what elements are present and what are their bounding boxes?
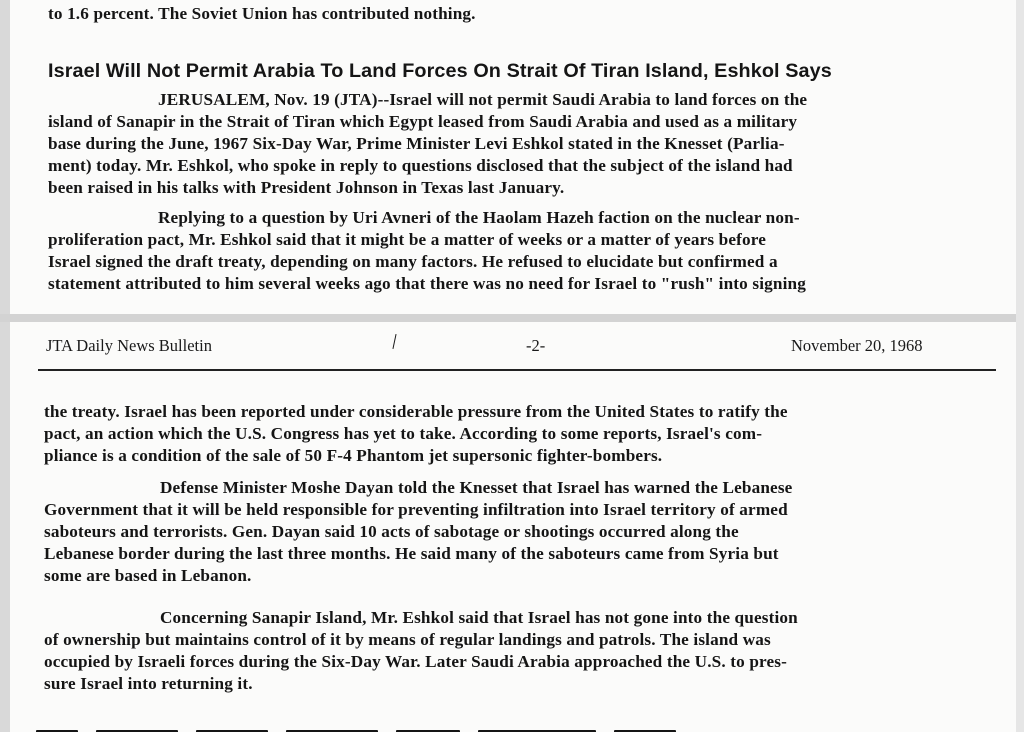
document-page-2: [10, 322, 1017, 732]
cropped-next-headline: [36, 722, 796, 732]
header-divider: [38, 369, 996, 371]
article-text-line: Israel signed the draft treaty, depending on many factors. He refused to elucidate but confirmed a: [48, 252, 778, 271]
article-text-line: Replying to a question by Uri Avneri of the Haolam Hazeh faction on the nuclear non-: [158, 208, 800, 227]
scrollbar[interactable]: [1016, 0, 1024, 732]
article-text-line: pliance is a condition of the sale of 50 F-4 Phantom jet supersonic fighter-bombers.: [44, 446, 663, 465]
scan-mark: [392, 334, 396, 349]
article-text-line: saboteurs and terrorists. Gen. Dayan said 10 acts of sabotage or shootings occurred along the: [44, 522, 739, 541]
document-page-1: [10, 0, 1017, 314]
article-text-line: Government that it will be held responsible for preventing infiltration into Israel territory of armed: [44, 500, 788, 519]
article-text-line: proliferation pact, Mr. Eshkol said that it might be a matter of weeks or a matter of years before: [48, 230, 767, 249]
article-headline: Israel Will Not Permit Arabia To Land Forces On Strait Of Tiran Island, Eshkol Says: [48, 60, 832, 82]
article-text-line: the treaty. Israel has been reported under considerable pressure from the United States to ratify the: [44, 402, 788, 421]
article-text-line: ment) today. Mr. Eshkol, who spoke in reply to questions disclosed that the subject of the island had: [48, 156, 793, 175]
page-number: -2-: [526, 336, 546, 355]
bulletin-header: [10, 322, 1016, 382]
article-text-line: JERUSALEM, Nov. 19 (JTA)--Israel will not permit Saudi Arabia to land forces on the: [158, 90, 808, 109]
bulletin-title: JTA Daily News Bulletin: [46, 336, 212, 355]
article-text-line: some are based in Lebanon.: [44, 566, 252, 585]
article-text-line: Concerning Sanapir Island, Mr. Eshkol said that Israel has not gone into the question: [160, 608, 798, 627]
article-text-line: island of Sanapir in the Strait of Tiran which Egypt leased from Saudi Arabia and used as a military: [48, 112, 798, 131]
article-text-line: Defense Minister Moshe Dayan told the Knesset that Israel has warned the Lebanese: [160, 478, 793, 497]
article-text-line: statement attributed to him several weeks ago that there was no need for Israel to "rush" into signing: [48, 274, 806, 293]
article-text-line: been raised in his talks with President Johnson in Texas last January.: [48, 178, 565, 197]
page-separator: [0, 314, 1024, 322]
article-text-line: base during the June, 1967 Six-Day War, Prime Minister Levi Eshkol stated in the Knesset (Parlia-: [48, 134, 785, 153]
article-text-line: to 1.6 percent. The Soviet Union has contributed nothing.: [48, 4, 476, 23]
article-text-line: sure Israel into returning it.: [44, 674, 253, 693]
article-text-line: occupied by Israeli forces during the Six-Day War. Later Saudi Arabia approached the U.S. to pres-: [44, 652, 787, 671]
bulletin-date: November 20, 1968: [791, 336, 923, 355]
article-text-line: pact, an action which the U.S. Congress has yet to take. According to some reports, Israel's com-: [44, 424, 763, 443]
article-text-line: of ownership but maintains control of it by means of regular landings and patrols. The island was: [44, 630, 771, 649]
article-text-line: Lebanese border during the last three months. He said many of the saboteurs came from Syria but: [44, 544, 779, 563]
